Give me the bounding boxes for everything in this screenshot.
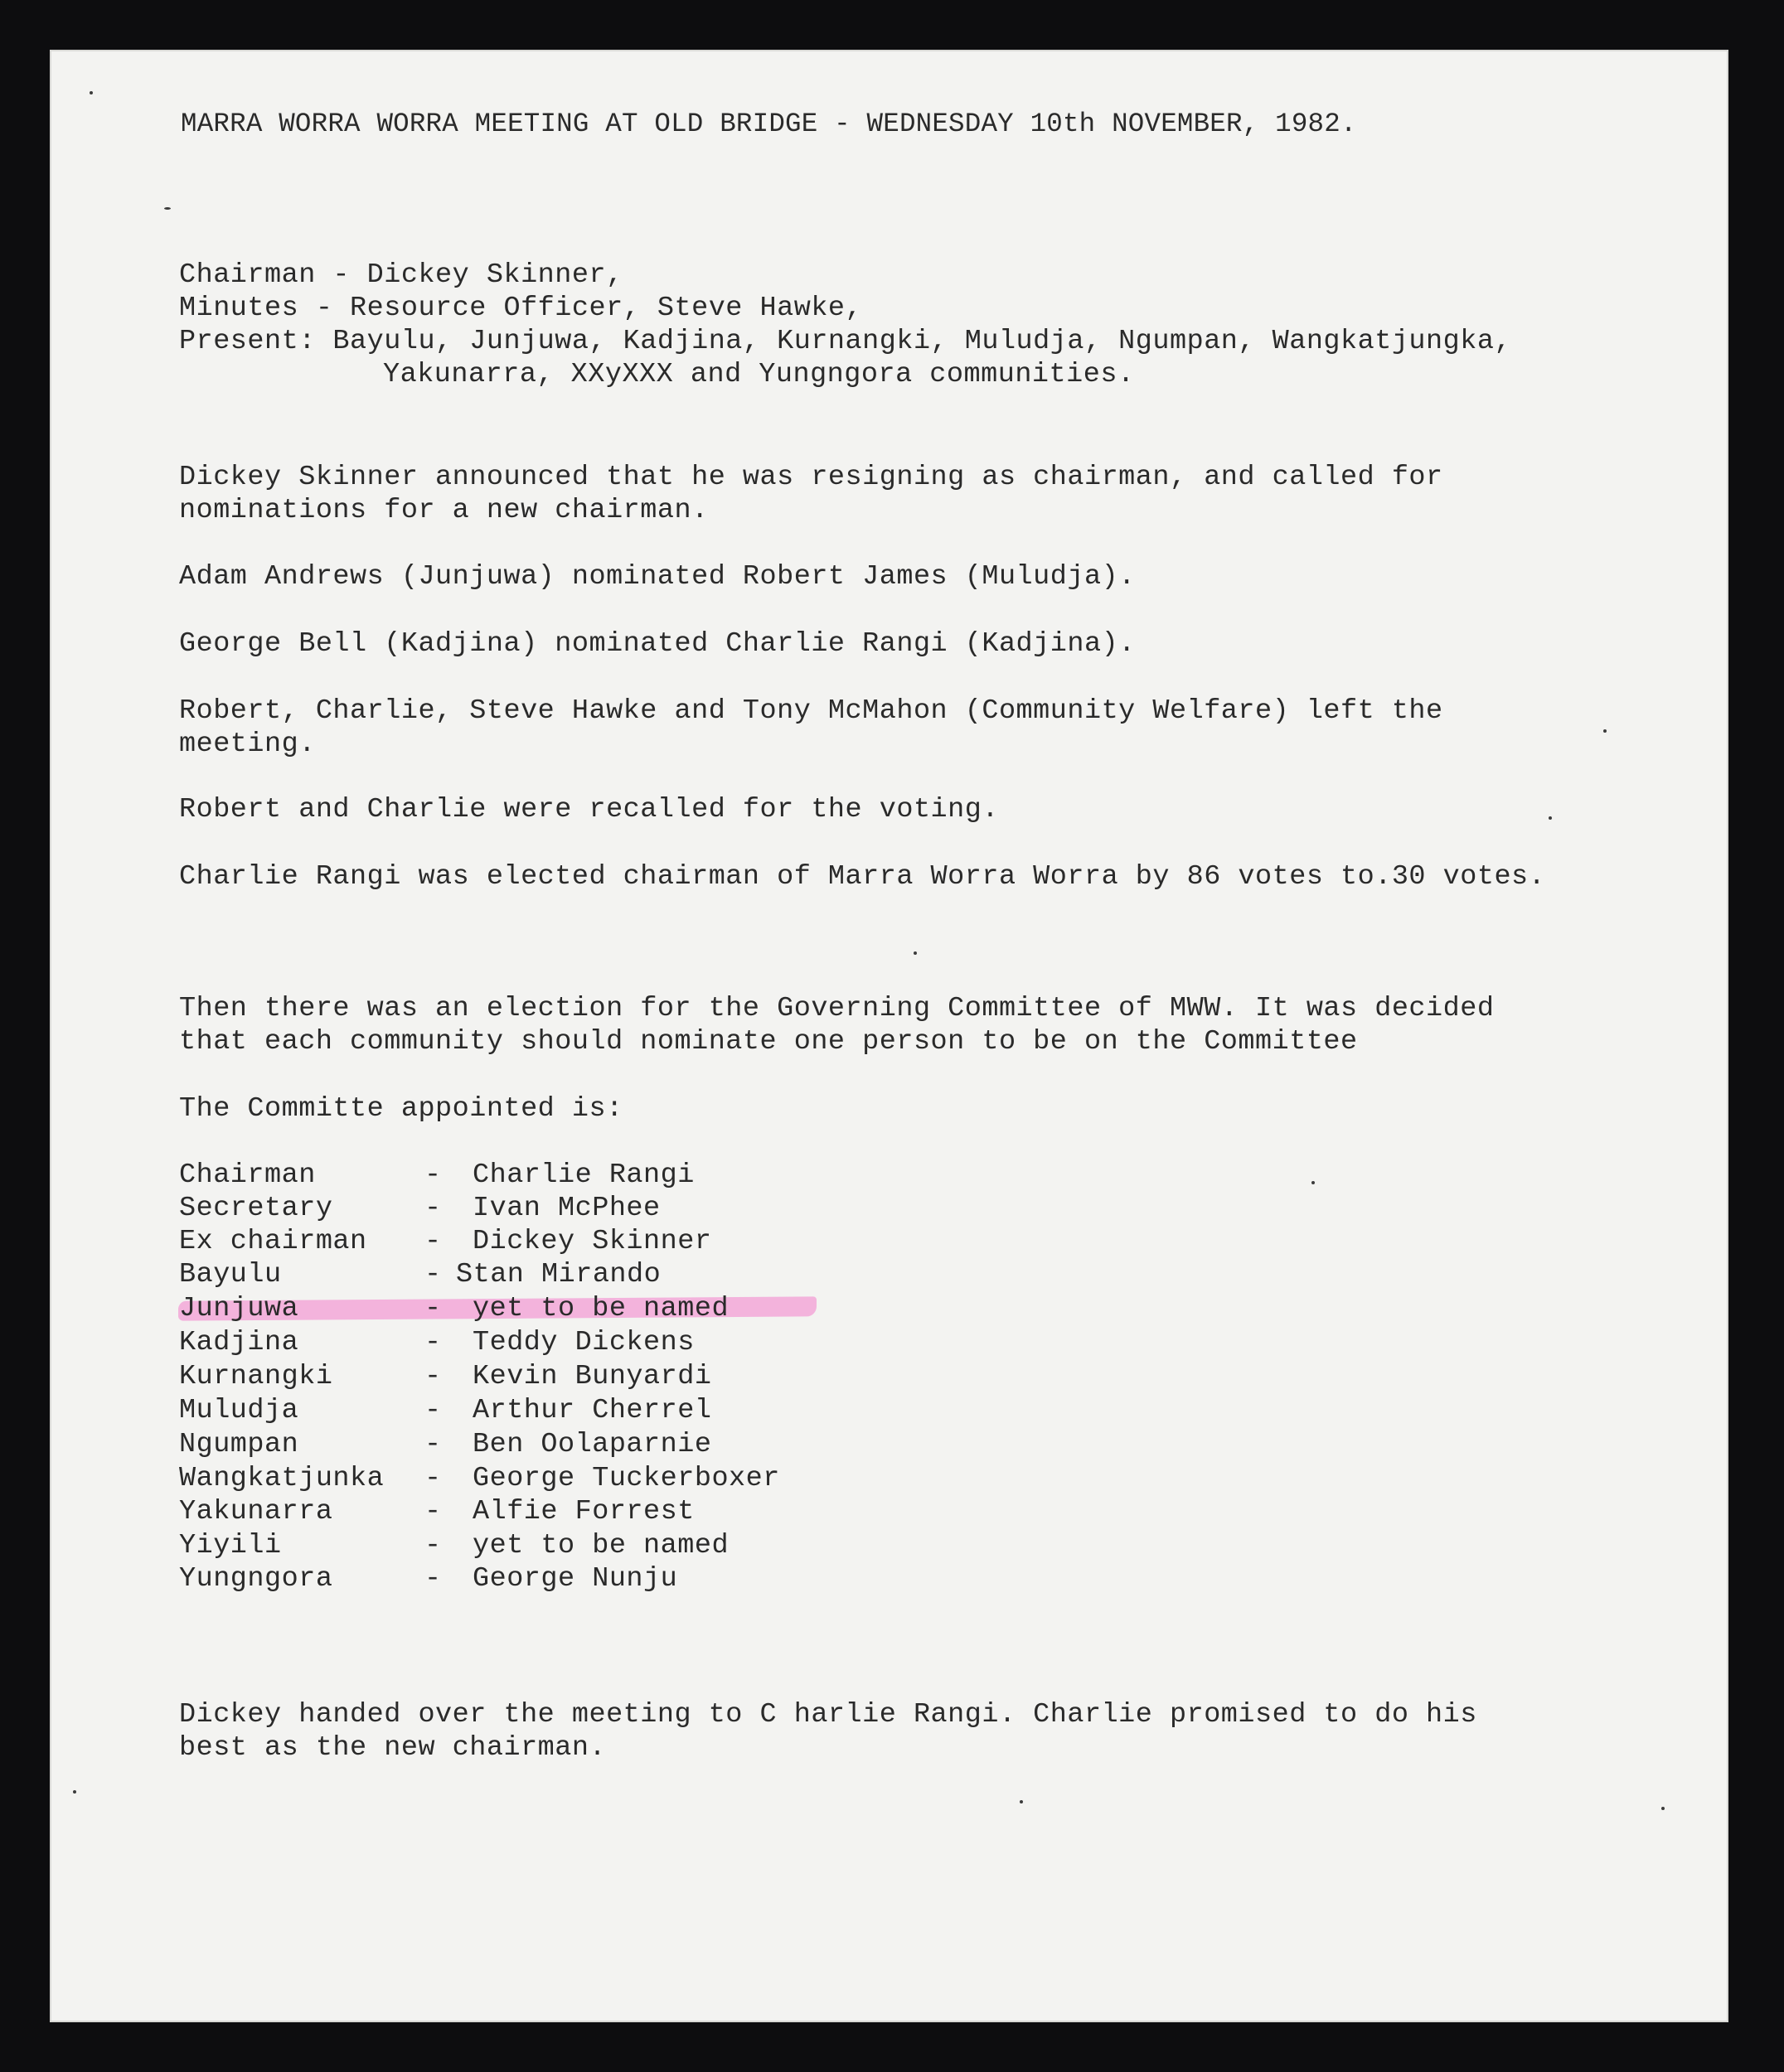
- document-title: MARRA WORRA WORRA MEETING AT OLD BRIDGE - WEDNESDAY 10th NOVEMBER, 1982.: [181, 109, 1357, 139]
- committee-role: Yiyili: [179, 1530, 282, 1561]
- paragraph-left-meeting-line2: meeting.: [179, 729, 316, 760]
- paragraph-committee-election-line1: Then there was an election for the Governing Committee of MWW. It was decided: [179, 993, 1495, 1024]
- committee-role: Secretary: [179, 1193, 333, 1224]
- header-minutes: Minutes - Resource Officer, Steve Hawke,: [179, 293, 863, 324]
- committee-name: Charlie Rangi: [473, 1159, 695, 1191]
- committee-row: [179, 1529, 730, 1562]
- committee-row: [179, 1192, 661, 1225]
- committee-name: Arthur Cherrel: [473, 1395, 712, 1426]
- paragraph-recalled: Robert and Charlie were recalled for the voting.: [179, 794, 999, 825]
- committee-name: Dickey Skinner: [473, 1226, 712, 1257]
- paragraph-handover-line2: best as the new chairman.: [179, 1732, 607, 1764]
- committee-name: George Tuckerboxer: [473, 1463, 780, 1494]
- committee-dash: -: [424, 1563, 442, 1595]
- header-present-line2: Yakunarra, XXyXXX and Yungngora communities.: [383, 359, 1135, 390]
- paragraph-election-result: Charlie Rangi was elected chairman of Marra Worra Worra by 86 votes to.30 votes.: [179, 861, 1546, 893]
- committee-row: [179, 1326, 695, 1359]
- paragraph-resignation-line2: nominations for a new chairman.: [179, 495, 709, 526]
- paragraph-resignation-line1: Dickey Skinner announced that he was resigning as chairman, and called for: [179, 462, 1443, 493]
- committee-dash: -: [424, 1293, 442, 1324]
- committee-role: Kadjina: [179, 1327, 299, 1358]
- committee-dash: -: [424, 1530, 442, 1561]
- committee-dash: -: [424, 1395, 442, 1426]
- paragraph-committee-intro: The Committe appointed is:: [179, 1093, 623, 1125]
- committee-dash: -: [424, 1429, 442, 1460]
- committee-name: Ivan McPhee: [473, 1193, 661, 1224]
- header-chairman: Chairman - Dickey Skinner,: [179, 259, 623, 291]
- committee-name: Stan Mirando: [456, 1259, 662, 1290]
- committee-row: [179, 1428, 712, 1461]
- committee-role: Kurnangki: [179, 1361, 333, 1392]
- committee-role: Ngumpan: [179, 1429, 299, 1460]
- committee-row: [179, 1225, 712, 1258]
- committee-name: yet to be named: [473, 1530, 730, 1561]
- paper-speck: [1311, 1181, 1315, 1184]
- committee-role: Yungngora: [179, 1563, 333, 1595]
- committee-row: [179, 1562, 678, 1595]
- committee-name: Kevin Bunyardi: [473, 1361, 712, 1392]
- committee-row: [179, 1394, 712, 1427]
- paper-speck: [1661, 1807, 1665, 1810]
- committee-dash: -: [424, 1159, 442, 1191]
- paper-speck: [73, 1790, 76, 1794]
- committee-role: Wangkatjunka: [179, 1463, 385, 1494]
- committee-role: Muludja: [179, 1395, 299, 1426]
- committee-dash: -: [424, 1259, 442, 1290]
- paragraph-handover-line1: Dickey handed over the meeting to C harlie Rangi. Charlie promised to do his: [179, 1699, 1477, 1731]
- committee-row: [179, 1258, 662, 1291]
- committee-name: George Nunju: [473, 1563, 678, 1595]
- committee-role: Junjuwa: [179, 1293, 299, 1324]
- header-present-line1: Present: Bayulu, Junjuwa, Kadjina, Kurnangki, Muludja, Ngumpan, Wangkatjungka,: [179, 326, 1512, 357]
- paragraph-nomination-1: Adam Andrews (Junjuwa) nominated Robert James (Muludja).: [179, 561, 1136, 593]
- paper-speck: [1020, 1800, 1023, 1803]
- committee-dash: -: [424, 1361, 442, 1392]
- paper-speck: [90, 91, 93, 94]
- committee-dash: -: [424, 1327, 442, 1358]
- committee-name: Teddy Dickens: [473, 1327, 695, 1358]
- committee-row: [179, 1495, 695, 1528]
- committee-dash: -: [424, 1193, 442, 1224]
- committee-role: Yakunarra: [179, 1496, 333, 1527]
- committee-name: yet to be named: [473, 1293, 730, 1324]
- committee-row: [179, 1159, 695, 1192]
- committee-row: [179, 1292, 730, 1325]
- paragraph-left-meeting-line1: Robert, Charlie, Steve Hawke and Tony McMahon (Community Welfare) left the: [179, 695, 1443, 727]
- committee-role: Chairman: [179, 1159, 316, 1191]
- paragraph-committee-election-line2: that each community should nominate one person to be on the Committee: [179, 1026, 1358, 1058]
- committee-name: Alfie Forrest: [473, 1496, 695, 1527]
- committee-row: [179, 1462, 780, 1495]
- paper-speck: [914, 951, 917, 955]
- committee-role: Ex chairman: [179, 1226, 367, 1257]
- paper-speck: [1549, 816, 1552, 820]
- committee-role: Bayulu: [179, 1259, 282, 1290]
- paragraph-nomination-2: George Bell (Kadjina) nominated Charlie Rangi (Kadjina).: [179, 628, 1136, 660]
- paper-speck: [1603, 729, 1607, 733]
- committee-name: Ben Oolaparnie: [473, 1429, 712, 1460]
- committee-row: [179, 1360, 712, 1393]
- committee-dash: -: [424, 1496, 442, 1527]
- paper-speck: [164, 207, 171, 210]
- committee-dash: -: [424, 1463, 442, 1494]
- committee-dash: -: [424, 1226, 442, 1257]
